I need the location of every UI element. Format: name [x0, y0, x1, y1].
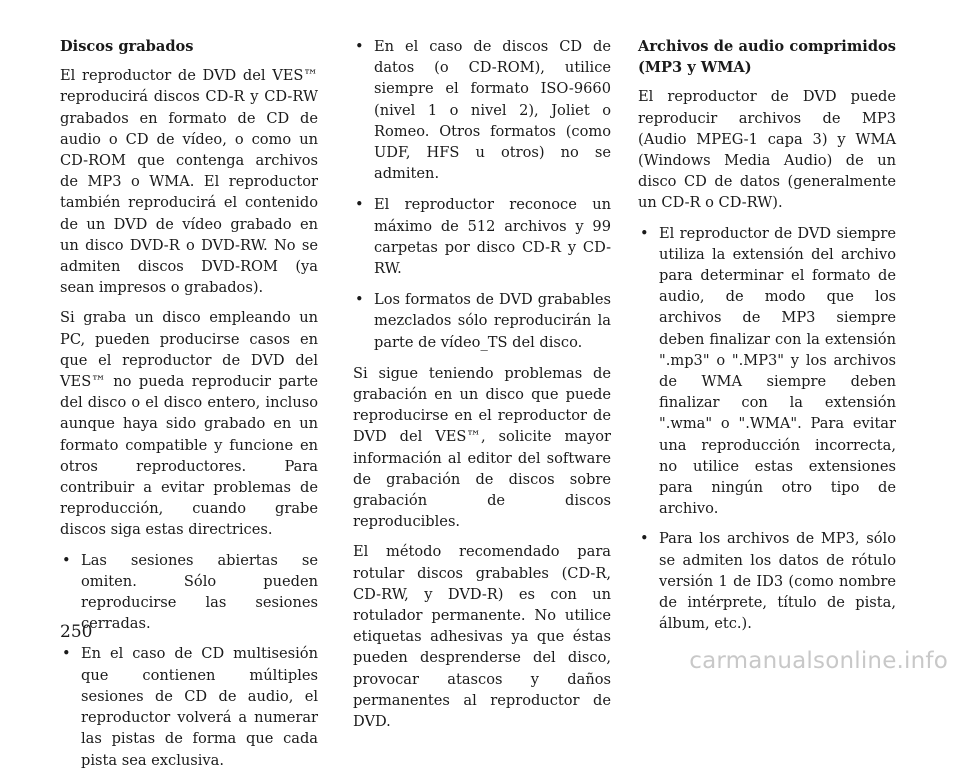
section-heading-archivos-audio: Archivos de audio comprimidos (MP3 y WMA): [638, 38, 896, 77]
list-item: • En el caso de discos CD de datos (o CD-ROM), utilice siempre el formato ISO-9660 (nivel 1 o nivel 2), Joliet o Romeo. Otros formatos (como UDF, HFS u otros) no se admiten.: [353, 36, 611, 184]
page-number: 250: [60, 622, 93, 642]
paragraph: Si graba un disco empleando un PC, pueden producirse casos en que el reproductor de DVD del VES™ no pueda reproducir parte del disco o el disco entero, incluso aunque haya sido grabado en un formato compatible y funcione en otros reproductores. Para contribuir a evitar problemas de reproducción, cuando grabe discos siga estas directrices.: [60, 309, 318, 539]
bullet-list: [60, 550, 318, 771]
bullet-list: [638, 223, 896, 635]
column-2: [353, 36, 611, 741]
list-item: • El reproductor reconoce un máximo de 512 archivos y 99 carpetas por disco CD-R y CD-RW.: [353, 194, 611, 279]
paragraph: El reproductor de DVD del VES™ reproducirá discos CD-R y CD-RW grabados en formato de CD de audio o CD de vídeo, o como un CD-ROM que contenga archivos de MP3 o WMA. El reproductor también reproducirá el contenido de un DVD de vídeo grabado en un disco DVD-R o DVD-RW. No se admiten discos DVD-ROM (ya sean impresos o grabados).: [60, 67, 318, 297]
bullet-list: [353, 36, 611, 353]
list-item: • En el caso de CD multisesión que contienen múltiples sesiones de CD de audio, el reproductor volverá a numerar las pistas de forma que cada pista sea exclusiva.: [60, 643, 318, 770]
list-item: • Para los archivos de MP3, sólo se admiten los datos de rótulo versión 1 de ID3 (como nombre de intérprete, título de pista, álbum, etc.).: [638, 528, 896, 634]
paragraph: El método recomendado para rotular discos grabables (CD-R, CD-RW, y DVD-R) es con un rotulador permanente. No utilice etiquetas adhesivas ya que éstas pueden desprenderse del disco, provocar atascos y daños permanentes al reproductor de DVD.: [353, 543, 611, 731]
column-3: [638, 36, 896, 643]
paragraph: Si sigue teniendo problemas de grabación en un disco que puede reproducirse en el reproductor de DVD del VES™, solicite mayor información al editor del software de grabación de discos sobre grabación de discos reproducibles.: [353, 364, 611, 531]
section-heading-discos-grabados: Discos grabados: [60, 38, 194, 55]
paragraph: El reproductor de DVD puede reproducir archivos de MP3 (Audio MPEG-1 capa 3) y WMA (Windows Media Audio) de un disco CD de datos (generalmente un CD-R o CD-RW).: [638, 88, 896, 212]
list-item: • Los formatos de DVD grabables mezclados sólo reproducirán la parte de vídeo_TS del disco.: [353, 289, 611, 353]
list-item: • Las sesiones abiertas se omiten. Sólo pueden reproducirse las sesiones cerradas.: [60, 550, 318, 635]
list-item: • El reproductor de DVD siempre utiliza la extensión del archivo para determinar el formato de audio, de modo que los archivos de MP3 siempre deben finalizar con la extensión ".mp3" o ".MP3" y los archivos de WMA siempre deben finalizar con la extensión ".wma" o ".WMA". Para evitar una reproducción incorrecta, no utilice estas extensiones para ningún otro tipo de archivo.: [638, 223, 896, 520]
column-1: [60, 36, 318, 780]
watermark: carmanualsonline.info: [689, 648, 948, 674]
